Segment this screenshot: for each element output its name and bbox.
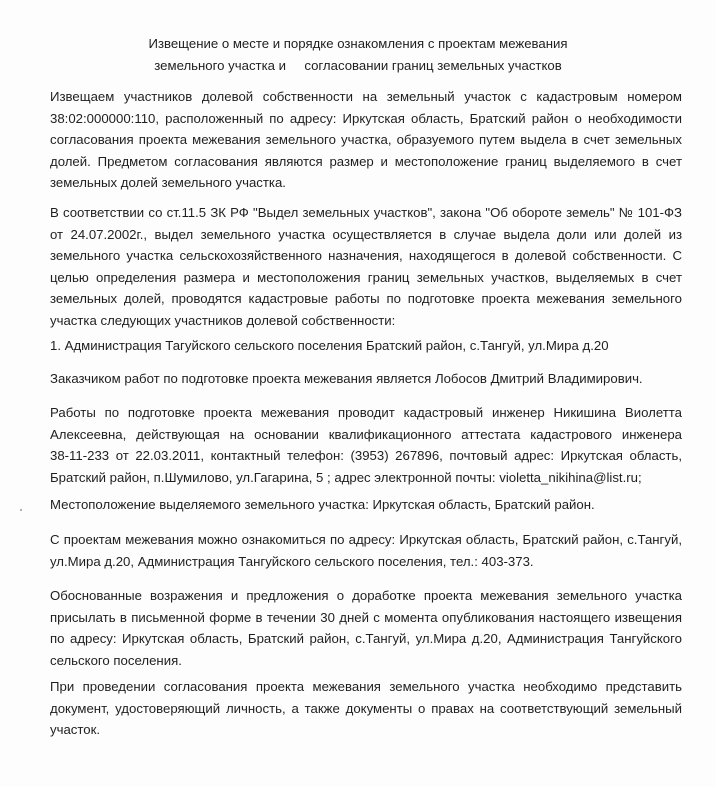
text-line: земельного участка сельскохозяйственного назначения, находящегося в долевой собственности. С (50, 248, 682, 263)
paragraph-required-documents (50, 676, 682, 741)
paragraph-location (50, 494, 682, 516)
text-line: Братский район, п.Шумилово, ул.Гагарина, 5 ; адрес электронной почты: violetta_nikihina@list.ru; (50, 469, 642, 485)
text-line: согласования проекта межевания земельного участка, образуемого путем выдела в счет земельных (50, 132, 682, 147)
text-line: 38:02:000000:110, расположенный по адресу: Иркутская область, Братский район о необходимости (50, 110, 682, 126)
paragraph-customer (50, 368, 682, 390)
text-line: Заказчиком работ по подготовке проекта межевания является Лобосов Дмитрий Владимирович. (50, 371, 643, 386)
text-line: С проектам межевания можно ознакомиться по адресу: Иркутская область, Братский район, с.Тангуй, (50, 532, 682, 547)
text-line: от 24.07.2002г., выдел земельного участка осуществляется в случае выдела доли или долей из (50, 226, 682, 242)
paragraph-participant-list (50, 335, 682, 357)
text-line: земельных долей земельного участка. (50, 175, 286, 190)
paragraph-legal-basis (50, 202, 682, 331)
title-line-1: Извещение о месте и порядке ознакомления с проектам межевания (148, 36, 568, 51)
scan-speck (20, 509, 22, 511)
text-line: Местоположение выделяемого земельного участка: Иркутская область, Братский район. (50, 497, 595, 512)
text-line: Алексеевна, действующая на основании квалификационного аттестата кадастрового инженера (50, 426, 682, 442)
text-line: долей. Предметом согласования являются размер и местоположение границ выделяемого в счет (50, 153, 682, 169)
text-line: Работы по подготовке проекта межевания проводит кадастровый инженер Никишина Виолетта (50, 405, 682, 420)
text-line: присылать в письменной форме в течении 30 дней с момента опубликования настоящего извещения (50, 609, 682, 625)
paragraph-review-address (50, 529, 682, 572)
document-title (0, 33, 716, 77)
text-line: 1. Администрация Тагуйского сельского поселения Братский район, с.Тангуй, ул.Мира д.20 (50, 338, 609, 353)
text-line: При проведении согласования проекта межевания земельного участка необходимо представить (50, 679, 682, 694)
title-line-2: земельного участка и согласовании границ земельных участков (154, 58, 562, 73)
text-line: ул.Мира д.20, Администрация Тангуйского сельского поселения, тел.: 403-373. (50, 553, 534, 569)
text-line: сельского поселения. (50, 652, 182, 668)
paragraph-cadastral-engineer (50, 402, 682, 488)
text-line: участок. (50, 722, 101, 737)
text-line: В соответствии со ст.11.5 ЗК РФ "Выдел земельных участков", закона "Об обороте земель" № 101-ФЗ (50, 205, 682, 220)
text-line: 38-11-233 от 22.03.2011, контактный телефон: (3953) 267896, почтовый адрес: Иркутская область, (50, 448, 682, 463)
text-line: Обоснованные возражения и предложения о доработке проекта межевания земельного участка (50, 588, 682, 603)
paragraph-objections (50, 585, 682, 671)
paragraph-notice (50, 86, 682, 194)
text-line: целью определения размера и местоположения границ земельных участков, выделяемых в счет (50, 269, 682, 285)
text-line: участка следующих участников долевой собственности: (50, 312, 396, 328)
text-line: по адресу: Иркутская область, Братский район, с.Тангуй, ул.Мира д.20, Администрация Тангуйского (50, 631, 682, 646)
text-line: документ, удостоверяющий личность, а также документы о правах на соответствующий земельный (50, 700, 682, 716)
text-line: земельных долей, проводятся кадастровые работы по подготовке проекта межевания земельного (50, 291, 682, 306)
text-line: Извещаем участников долевой собственности на земельный участок с кадастровым номером (50, 89, 682, 104)
